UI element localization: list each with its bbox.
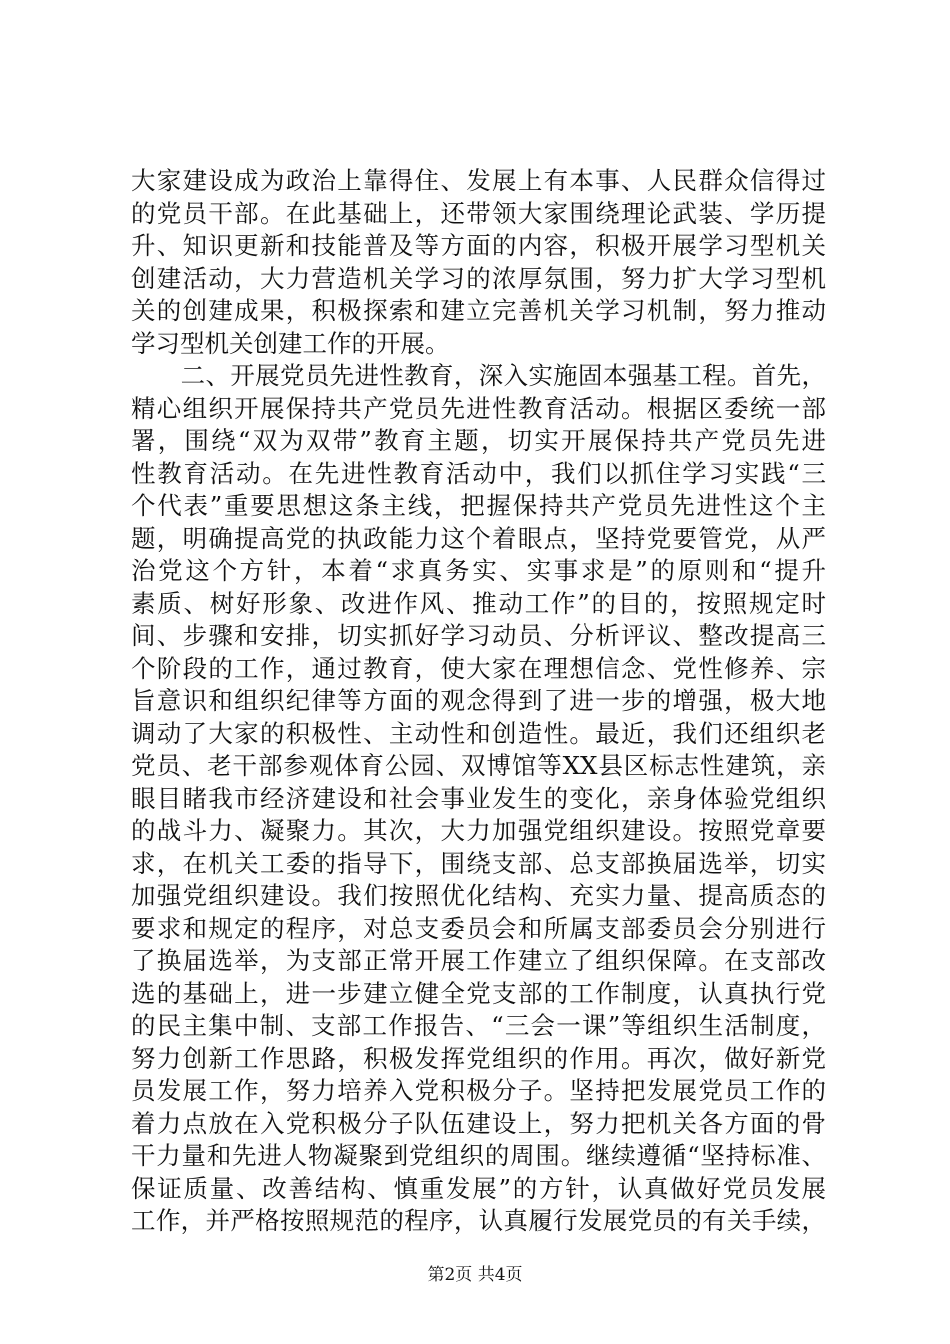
text-line: 关的创建成果，积极探索和建立完善机关学习机制，努力推动 — [131, 296, 826, 325]
text-line: 精心组织开展保持共产党员先进性教育活动。根据区委统一部 — [131, 393, 826, 423]
text-line: 着力点放在入党积极分子队伍建设上，努力把机关各方面的骨 — [131, 1108, 826, 1138]
text-line: 治党这个方针，本着“求真务实、实事求是”的原则和“提升 — [131, 556, 826, 585]
text-line: 保证质量、改善结构、慎重发展”的方针，认真做好党员发展 — [131, 1173, 826, 1203]
text-line: 个代表”重要思想这条主线，把握保持共产党员先进性这个主 — [131, 491, 826, 520]
text-line: 创建活动，大力营造机关学习的浓厚氛围，努力扩大学习型机 — [131, 263, 826, 293]
text-line: 个阶段的工作，通过教育，使大家在理想信念、党性修养、宗 — [131, 653, 826, 683]
text-line: 员发展工作，努力培养入党积极分子。坚持把发展党员工作的 — [131, 1076, 826, 1105]
text-line: 升、知识更新和技能普及等方面的内容，积极开展学习型机关 — [131, 231, 826, 260]
text-line: 要求和规定的程序，对总支委员会和所属支部委员会分别进行 — [131, 913, 826, 943]
text-line: 眼目睹我市经济建设和社会事业发生的变化，亲身体验党组织 — [131, 783, 826, 813]
text-line: 素质、树好形象、改进作风、推动工作”的目的，按照规定时 — [131, 588, 826, 618]
text-line: 性教育活动。在先进性教育活动中，我们以抓住学习实践“三 — [131, 458, 826, 488]
text-line: 署，围绕“双为双带”教育主题，切实开展保持共产党员先进 — [131, 426, 826, 455]
text-line: 旨意识和组织纪律等方面的观念得到了进一步的增强，极大地 — [131, 686, 826, 715]
text-line: 二、开展党员先进性教育，深入实施固本强基工程。首先， — [131, 361, 826, 390]
text-line: 的战斗力、凝聚力。其次，大力加强党组织建设。按照党章要 — [131, 816, 826, 845]
text-line: 了换届选举，为支部正常开展工作建立了组织保障。在支部改 — [131, 946, 826, 975]
text-line: 的党员干部。在此基础上，还带领大家围绕理论武装、学历提 — [131, 198, 826, 228]
text-line: 工作，并严格按照规范的程序，认真履行发展党员的有关手续， — [131, 1206, 826, 1235]
text-line: 党员、老干部参观体育公园、双博馆等XX县区标志性建筑，亲 — [131, 751, 826, 780]
body-text — [131, 165, 826, 1238]
text-line: 干力量和先进人物凝聚到党组织的周围。继续遵循“坚持标准、 — [131, 1141, 826, 1170]
page-footer: 第2页 共4页 — [427, 1265, 523, 1285]
text-line: 选的基础上，进一步建立健全党支部的工作制度，认真执行党 — [131, 978, 826, 1008]
text-line: 努力创新工作思路，积极发挥党组织的作用。再次，做好新党 — [131, 1043, 826, 1073]
text-line: 调动了大家的积极性、主动性和创造性。最近，我们还组织老 — [131, 718, 826, 748]
text-line: 的民主集中制、支部工作报告、“三会一课”等组织生活制度， — [131, 1011, 826, 1040]
text-line: 大家建设成为政治上靠得住、发展上有本事、人民群众信得过 — [131, 166, 826, 195]
text-line: 求，在机关工委的指导下，围绕支部、总支部换届选举，切实 — [131, 848, 826, 878]
text-line: 间、步骤和安排，切实抓好学习动员、分析评议、整改提高三 — [131, 621, 826, 650]
text-line: 题，明确提高党的执政能力这个着眼点，坚持党要管党，从严 — [131, 523, 826, 553]
text-line: 加强党组织建设。我们按照优化结构、充实力量、提高质态的 — [131, 881, 826, 910]
text-line: 学习型机关创建工作的开展。 — [131, 328, 450, 358]
